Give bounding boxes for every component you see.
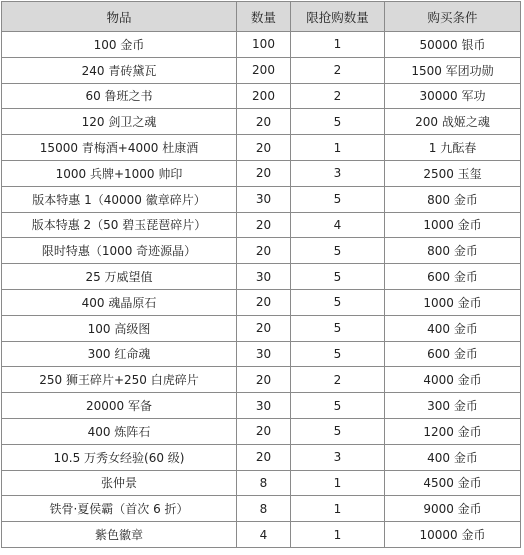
table-row — [2, 264, 521, 290]
cell-quantity: 8 — [237, 470, 291, 496]
cell-purchase-condition: 800 金币 — [385, 238, 521, 264]
cell-quantity: 20 — [237, 315, 291, 341]
cell-purchase-condition: 1200 金币 — [385, 418, 521, 444]
cell-purchase-limit: 1 — [291, 32, 385, 58]
cell-item: 240 青砖黛瓦 — [2, 57, 237, 83]
cell-purchase-limit: 5 — [291, 264, 385, 290]
table-row — [2, 522, 521, 548]
cell-quantity: 20 — [237, 367, 291, 393]
cell-purchase-condition: 30000 军功 — [385, 83, 521, 109]
cell-item: 张仲景 — [2, 470, 237, 496]
cell-purchase-condition: 2500 玉玺 — [385, 160, 521, 186]
cell-purchase-limit: 3 — [291, 160, 385, 186]
cell-quantity: 8 — [237, 496, 291, 522]
cell-purchase-limit: 2 — [291, 367, 385, 393]
table-row — [2, 393, 521, 419]
cell-item: 250 狮王碎片+250 白虎碎片 — [2, 367, 237, 393]
cell-quantity: 20 — [237, 109, 291, 135]
cell-purchase-limit: 5 — [291, 109, 385, 135]
cell-purchase-limit: 5 — [291, 341, 385, 367]
table-row — [2, 57, 521, 83]
cell-purchase-limit: 5 — [291, 418, 385, 444]
cell-purchase-condition: 200 战姬之魂 — [385, 109, 521, 135]
table-row — [2, 444, 521, 470]
table-row — [2, 470, 521, 496]
cell-purchase-condition: 400 金币 — [385, 444, 521, 470]
cell-purchase-condition: 600 金币 — [385, 264, 521, 290]
cell-purchase-condition: 9000 金币 — [385, 496, 521, 522]
cell-item: 15000 青梅酒+4000 杜康酒 — [2, 135, 237, 161]
cell-purchase-condition: 10000 金币 — [385, 522, 521, 548]
table-header — [2, 2, 521, 32]
cell-quantity: 30 — [237, 341, 291, 367]
header-purchase-condition: 购买条件 — [385, 2, 521, 32]
cell-quantity: 20 — [237, 160, 291, 186]
cell-purchase-condition: 800 金币 — [385, 186, 521, 212]
cell-item: 版本特惠 2（50 碧玉琵琶碎片） — [2, 212, 237, 238]
header-row — [2, 2, 521, 32]
table-row — [2, 135, 521, 161]
cell-item: 400 炼阵石 — [2, 418, 237, 444]
cell-purchase-limit: 3 — [291, 444, 385, 470]
table-row — [2, 418, 521, 444]
cell-quantity: 20 — [237, 418, 291, 444]
cell-purchase-condition: 4500 金币 — [385, 470, 521, 496]
table-row — [2, 315, 521, 341]
cell-purchase-limit: 5 — [291, 315, 385, 341]
cell-quantity: 20 — [237, 238, 291, 264]
header-quantity: 数量 — [237, 2, 291, 32]
table-row — [2, 289, 521, 315]
cell-purchase-limit: 5 — [291, 238, 385, 264]
table-row — [2, 32, 521, 58]
cell-quantity: 200 — [237, 57, 291, 83]
table-body — [2, 32, 521, 548]
cell-purchase-limit: 2 — [291, 57, 385, 83]
cell-item: 100 高级图 — [2, 315, 237, 341]
cell-purchase-condition: 400 金币 — [385, 315, 521, 341]
table-row — [2, 238, 521, 264]
cell-item: 限时特惠（1000 奇迹源晶） — [2, 238, 237, 264]
cell-quantity: 20 — [237, 135, 291, 161]
cell-purchase-limit: 5 — [291, 393, 385, 419]
cell-purchase-limit: 5 — [291, 186, 385, 212]
cell-purchase-condition: 1000 金币 — [385, 212, 521, 238]
cell-item: 120 剑卫之魂 — [2, 109, 237, 135]
cell-purchase-condition: 4000 金币 — [385, 367, 521, 393]
header-item: 物品 — [2, 2, 237, 32]
header-purchase-limit: 限抢购数量 — [291, 2, 385, 32]
cell-item: 1000 兵牌+1000 帅印 — [2, 160, 237, 186]
cell-quantity: 100 — [237, 32, 291, 58]
cell-quantity: 200 — [237, 83, 291, 109]
cell-purchase-limit: 1 — [291, 135, 385, 161]
cell-item: 60 鲁班之书 — [2, 83, 237, 109]
cell-purchase-limit: 5 — [291, 289, 385, 315]
table-row — [2, 186, 521, 212]
cell-item: 400 魂晶原石 — [2, 289, 237, 315]
cell-purchase-limit: 2 — [291, 83, 385, 109]
table-row — [2, 367, 521, 393]
cell-purchase-limit: 1 — [291, 496, 385, 522]
table-row — [2, 109, 521, 135]
cell-item: 100 金币 — [2, 32, 237, 58]
cell-item: 20000 军备 — [2, 393, 237, 419]
shop-items-table — [1, 1, 521, 548]
table-row — [2, 160, 521, 186]
cell-purchase-condition: 1500 军团功勋 — [385, 57, 521, 83]
cell-purchase-condition: 1 九酝春 — [385, 135, 521, 161]
shop-table-container — [1, 1, 520, 548]
table-row — [2, 83, 521, 109]
table-row — [2, 341, 521, 367]
cell-quantity: 30 — [237, 393, 291, 419]
cell-purchase-limit: 1 — [291, 470, 385, 496]
cell-quantity: 20 — [237, 444, 291, 470]
cell-purchase-condition: 50000 银币 — [385, 32, 521, 58]
cell-purchase-condition: 600 金币 — [385, 341, 521, 367]
cell-quantity: 20 — [237, 212, 291, 238]
cell-item: 25 万威望值 — [2, 264, 237, 290]
cell-item: 版本特惠 1（40000 徽章碎片） — [2, 186, 237, 212]
cell-item: 紫色徽章 — [2, 522, 237, 548]
cell-quantity: 30 — [237, 264, 291, 290]
cell-purchase-limit: 4 — [291, 212, 385, 238]
cell-quantity: 30 — [237, 186, 291, 212]
cell-item: 300 红命魂 — [2, 341, 237, 367]
cell-quantity: 4 — [237, 522, 291, 548]
cell-purchase-condition: 300 金币 — [385, 393, 521, 419]
cell-purchase-limit: 1 — [291, 522, 385, 548]
cell-item: 10.5 万秀女经验(60 级) — [2, 444, 237, 470]
table-row — [2, 496, 521, 522]
cell-item: 铁骨·夏侯霸（首次 6 折） — [2, 496, 237, 522]
table-row — [2, 212, 521, 238]
cell-quantity: 20 — [237, 289, 291, 315]
cell-purchase-condition: 1000 金币 — [385, 289, 521, 315]
